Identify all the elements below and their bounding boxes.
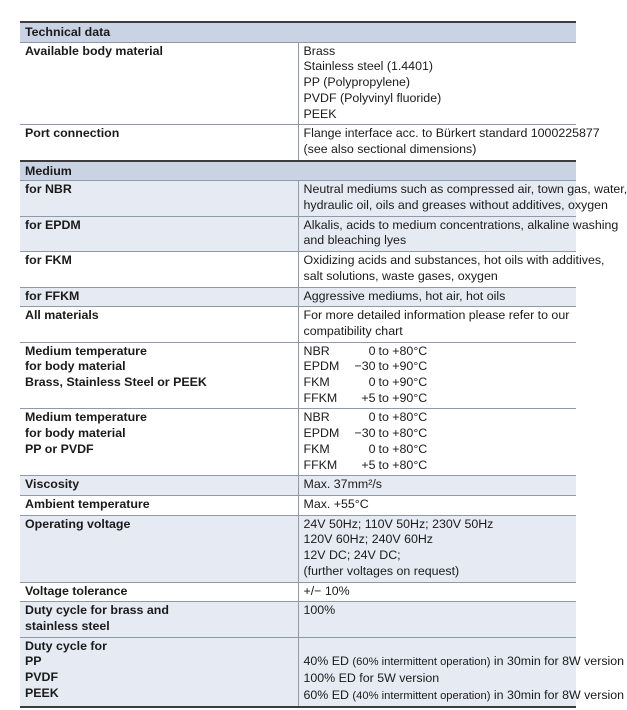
row-label <box>20 409 298 476</box>
temperature-entry <box>304 375 572 391</box>
row-label-line: PP <box>25 654 42 669</box>
row-value <box>298 125 600 161</box>
technical-data-table-wrapper <box>20 21 627 708</box>
temperature-max: +80°C <box>392 426 428 441</box>
row-value-line: Aggressive mediums, hot air, hot oils <box>303 288 506 303</box>
row-value-line: salt solutions, waste gases, oxygen <box>303 268 498 283</box>
row-label <box>20 476 298 496</box>
table-row <box>20 495 576 515</box>
temperature-entry <box>304 458 572 474</box>
row-value-line: Flange interface acc. to Bürkert standard 1000225877 <box>303 126 600 141</box>
row-label-line: Duty cycle for brass and <box>25 603 169 618</box>
row-label-line: Duty cycle for <box>25 638 107 653</box>
row-value-line: PEEK <box>303 106 337 121</box>
material-name: FFKM <box>303 457 338 472</box>
row-value-line: (further voltages on request) <box>303 563 460 578</box>
row-label-line: for EPDM <box>25 217 81 232</box>
temperature-max: +80°C <box>392 457 428 472</box>
table-row <box>20 216 576 251</box>
duty-cycle-row <box>20 637 576 707</box>
table-row <box>20 515 576 582</box>
row-value <box>298 287 576 307</box>
duty-rest: in 30min for 8W version <box>490 687 625 702</box>
temperature-to: to <box>378 441 389 456</box>
row-label-line: PVDF <box>25 670 59 685</box>
row-label-line: stainless steel <box>25 618 110 633</box>
temperature-max: +90°C <box>392 359 428 374</box>
row-value <box>298 252 605 287</box>
row-label-line: for body material <box>25 359 126 374</box>
row-value-line: Oxidizing acids and substances, hot oils with additives, <box>303 253 605 268</box>
row-label <box>20 495 298 515</box>
temperature-min: 0 <box>368 375 376 390</box>
temperature-entry <box>304 442 572 458</box>
row-value <box>298 42 576 125</box>
row-label-line: Viscosity <box>25 477 80 492</box>
temperature-min: 0 <box>368 343 376 358</box>
temperature-max: +80°C <box>392 343 428 358</box>
temperature-max: +80°C <box>392 410 428 425</box>
temperature-to: to <box>378 390 389 405</box>
duty-intermittent: (60% intermittent operation) <box>352 656 491 669</box>
row-value <box>298 476 576 496</box>
temperature-to: to <box>378 359 389 374</box>
table-row <box>20 125 576 161</box>
temperature-min: −30 <box>354 426 376 441</box>
row-label-line: for NBR <box>25 182 72 197</box>
row-label-line: PEEK <box>25 685 59 700</box>
row-label-line: All materials <box>25 308 99 323</box>
duty-main: 40% ED <box>303 654 353 669</box>
row-value <box>298 602 576 637</box>
temperature-row <box>20 409 576 476</box>
temperature-max: +80°C <box>392 441 428 456</box>
temperature-values <box>298 409 576 476</box>
material-name: NBR <box>303 410 330 425</box>
row-label-line: for body material <box>25 426 126 441</box>
row-label-line: Ambient temperature <box>25 496 150 511</box>
row-label-line: Medium temperature <box>25 343 147 358</box>
row-value-line: PP (Polypropylene) <box>303 75 411 90</box>
section-title: Technical data <box>20 22 576 42</box>
row-label <box>20 252 298 287</box>
table-row <box>20 287 576 307</box>
material-name: EPDM <box>303 426 340 441</box>
row-label-line: for FKM <box>25 253 72 268</box>
row-value-line: Neutral mediums such as compressed air, town gas, water, <box>303 182 627 197</box>
temperature-row <box>20 342 576 409</box>
row-value-line: Stainless steel (1.4401) <box>303 59 433 74</box>
duty-rest: in 30min for 8W version <box>490 654 625 669</box>
duty-intermittent: (40% intermittent operation) <box>352 689 491 702</box>
row-value-line: For more detailed information please refer to our <box>303 308 570 323</box>
table-row <box>20 602 576 637</box>
duty-main: 100% ED for 5W version <box>303 671 440 685</box>
material-name: EPDM <box>303 359 340 374</box>
temperature-min: 0 <box>368 441 376 456</box>
section-header <box>20 161 576 181</box>
row-value <box>298 181 627 216</box>
material-name: FKM <box>303 441 330 456</box>
row-value-line: 120V 60Hz; 240V 60Hz <box>303 532 433 547</box>
row-value-line: 24V 50Hz; 110V 50Hz; 230V 50Hz <box>303 516 494 531</box>
row-label-line: Medium temperature <box>25 410 147 425</box>
row-value-line: 100% <box>303 603 336 618</box>
temperature-to: to <box>378 457 389 472</box>
row-label-line: Port connection <box>25 126 120 141</box>
temperature-entry <box>304 426 572 442</box>
row-label <box>20 307 298 342</box>
row-value <box>298 495 576 515</box>
row-value-line: Max. +55°C <box>303 496 369 511</box>
row-label <box>20 42 298 125</box>
table-row <box>20 582 576 602</box>
row-value-line: Alkalis, acids to medium concentrations, alkaline washing <box>303 217 619 232</box>
temperature-entry <box>304 391 572 407</box>
temperature-to: to <box>378 410 389 425</box>
row-label-line: Brass, Stainless Steel or PEEK <box>25 375 207 390</box>
row-label-line: Available body material <box>25 43 163 58</box>
temperature-max: +90°C <box>392 390 428 405</box>
duty-main: 60% ED <box>303 687 353 702</box>
material-name: NBR <box>303 343 330 358</box>
temperature-entry <box>304 344 572 360</box>
material-name: FKM <box>303 375 330 390</box>
table-row <box>20 476 576 496</box>
row-label-line: for FFKM <box>25 288 80 303</box>
table-row <box>20 252 576 287</box>
row-label <box>20 582 298 602</box>
table-row <box>20 181 576 216</box>
technical-data-table <box>20 21 627 708</box>
section-title: Medium <box>20 161 576 181</box>
temperature-min: +5 <box>361 457 376 472</box>
table-row <box>20 42 576 125</box>
row-value-line: +/− 10% <box>303 583 350 598</box>
temperature-to: to <box>378 375 389 390</box>
row-label <box>20 637 298 707</box>
temperature-max: +90°C <box>392 375 428 390</box>
row-value-line: Max. 37mm²/s <box>303 477 382 492</box>
row-label <box>20 216 298 251</box>
temperature-min: 0 <box>368 410 376 425</box>
row-label-line: Voltage tolerance <box>25 583 128 598</box>
duty-cycle-line <box>303 687 625 705</box>
row-value-line: 12V DC; 24V DC; <box>303 548 401 563</box>
duty-cycle-line <box>304 671 572 688</box>
temperature-min: −30 <box>354 359 376 374</box>
temperature-values <box>298 342 576 409</box>
row-value <box>298 582 576 602</box>
duty-cycle-line <box>303 654 625 671</box>
section-header <box>20 22 576 42</box>
row-value-line: PVDF (Polyvinyl fluoride) <box>303 90 442 105</box>
temperature-entry <box>304 359 572 375</box>
table-row <box>20 307 576 342</box>
temperature-min: +5 <box>361 390 376 405</box>
row-value <box>298 515 576 582</box>
temperature-to: to <box>378 426 389 441</box>
row-value-line: compatibility chart <box>303 323 403 338</box>
row-value <box>298 216 619 251</box>
row-label <box>20 342 298 409</box>
row-label <box>20 125 298 161</box>
material-name: FFKM <box>303 390 338 405</box>
row-label-line: PP or PVDF <box>25 441 94 456</box>
row-label <box>20 181 298 216</box>
row-label-line: Operating voltage <box>25 516 131 531</box>
row-label <box>20 287 298 307</box>
row-label <box>20 515 298 582</box>
row-value-line: (see also sectional dimensions) <box>303 141 477 156</box>
row-label <box>20 602 298 637</box>
temperature-to: to <box>378 343 389 358</box>
duty-cycle-values <box>298 637 625 707</box>
row-value-line: hydraulic oil, oils and greases without additives, oxygen <box>303 198 608 213</box>
row-value <box>298 307 576 342</box>
temperature-entry <box>304 410 572 426</box>
row-value-line: Brass <box>303 43 336 58</box>
row-value-line: and bleaching lyes <box>303 233 407 248</box>
spacer <box>304 639 572 655</box>
